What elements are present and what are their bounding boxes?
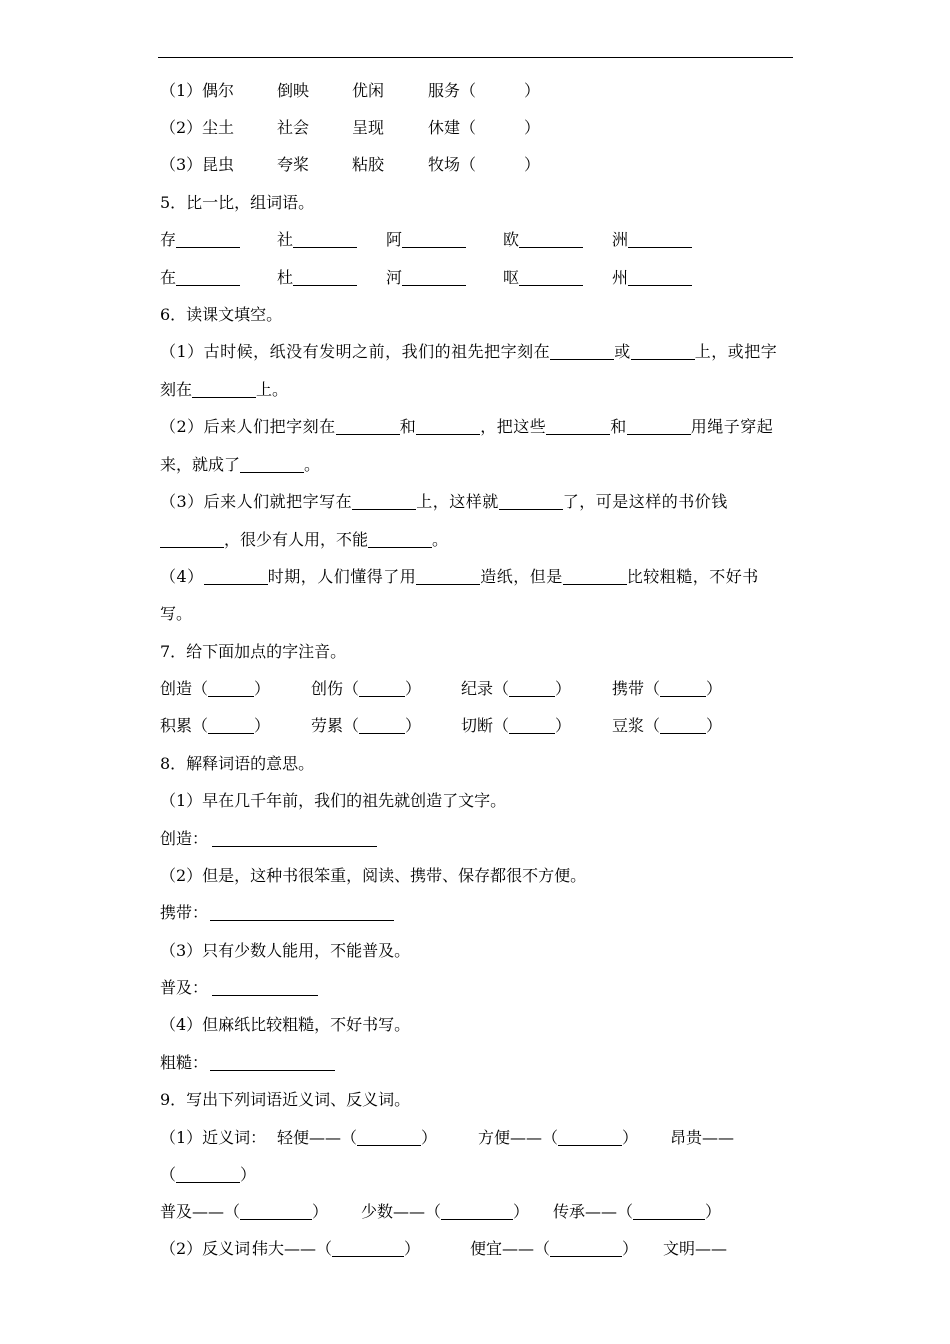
answer-blank[interactable] xyxy=(550,342,614,360)
q8-sentence-3: （3）只有少数人能用，不能普及。 xyxy=(160,941,411,960)
q6-title: 6．读课文填空。 xyxy=(160,305,283,324)
answer-blank[interactable] xyxy=(332,1239,404,1257)
char: 州 xyxy=(612,268,629,287)
word: 休建（ xyxy=(428,118,477,137)
answer-blank[interactable] xyxy=(633,1202,705,1220)
q6-p4-line2: 写。 xyxy=(160,604,193,623)
pinyin-blank[interactable] xyxy=(208,716,254,734)
answer-blank[interactable] xyxy=(176,268,240,286)
char: 河 xyxy=(386,268,403,287)
answer-line[interactable] xyxy=(210,1070,335,1071)
answer-blank[interactable] xyxy=(558,1128,622,1146)
pinyin-blank[interactable] xyxy=(660,716,706,734)
answer-blank[interactable] xyxy=(176,1165,240,1183)
bracket-close: ） xyxy=(524,118,541,137)
answer-blank[interactable] xyxy=(293,268,357,286)
word: 夸桨 xyxy=(277,155,310,174)
char: 阿 xyxy=(386,230,403,249)
q6-p3-line1: （3）后来人们就把字写在 上，这样就 了，可是这样的书价钱 xyxy=(160,492,728,511)
answer-blank[interactable] xyxy=(628,268,692,286)
char: 存 xyxy=(160,230,177,249)
answer-line[interactable] xyxy=(212,995,318,996)
q6-p1-line1: （1）古时候，纸没有发明之前，我们的祖先把字刻在 或 上，或把字 xyxy=(160,342,778,361)
answer-blank[interactable] xyxy=(368,530,432,548)
answer-blank[interactable] xyxy=(357,1128,421,1146)
q7-title: 7．给下面加点的字注音。 xyxy=(160,642,347,661)
answer-blank[interactable] xyxy=(336,417,400,435)
answer-blank[interactable] xyxy=(293,230,357,248)
answer-blank[interactable] xyxy=(176,230,240,248)
q8-sentence-2: （2）但是，这种书很笨重，阅读、携带、保存都很不方便。 xyxy=(160,866,587,885)
pinyin-blank[interactable] xyxy=(359,716,405,734)
answer-blank[interactable] xyxy=(563,567,627,585)
char: 杜 xyxy=(277,268,294,287)
char: 社 xyxy=(277,230,294,249)
answer-blank[interactable] xyxy=(204,567,268,585)
answer-blank[interactable] xyxy=(499,492,563,510)
word: 倒映 xyxy=(277,81,310,100)
item-number: （2） xyxy=(160,118,203,137)
char: 呕 xyxy=(503,268,520,287)
answer-blank[interactable] xyxy=(441,1202,513,1220)
word: 社会 xyxy=(277,118,310,137)
bracket-close: ） xyxy=(524,155,541,174)
answer-blank[interactable] xyxy=(240,1202,312,1220)
word: 牧场（ xyxy=(428,155,477,174)
answer-blank[interactable] xyxy=(402,268,466,286)
answer-blank[interactable] xyxy=(519,230,583,248)
q8-sentence-4: （4）但麻纸比较粗糙，不好书写。 xyxy=(160,1015,411,1034)
answer-blank[interactable] xyxy=(160,530,224,548)
q8-title: 8．解释词语的意思。 xyxy=(160,754,315,773)
answer-blank[interactable] xyxy=(631,342,695,360)
item-number: （1） xyxy=(160,81,203,100)
q8-sentence-1: （1）早在几千年前，我们的祖先就创造了文字。 xyxy=(160,791,507,810)
q6-p2-line1: （2）后来人们把字刻在 和 ，把这些 和 用绳子穿起 xyxy=(160,417,774,436)
answer-blank[interactable] xyxy=(519,268,583,286)
header-rule xyxy=(158,57,793,58)
answer-blank[interactable] xyxy=(627,417,691,435)
answer-blank[interactable] xyxy=(546,417,610,435)
bracket-close: ） xyxy=(524,81,541,100)
pinyin-blank[interactable] xyxy=(359,679,405,697)
q6-p1-line2: 刻在 上。 xyxy=(160,380,289,399)
answer-blank[interactable] xyxy=(402,230,466,248)
word: 偶尔 xyxy=(202,81,235,100)
answer-blank[interactable] xyxy=(550,1239,622,1257)
pinyin-blank[interactable] xyxy=(509,716,555,734)
pinyin-blank[interactable] xyxy=(509,679,555,697)
q6-p4-line1: （4） 时期，人们懂得了用 造纸，但是 比较粗糙，不好书 xyxy=(160,567,759,586)
q8-answer-3: 普及： xyxy=(160,975,208,1001)
q9-title: 9．写出下列词语近义词、反义词。 xyxy=(160,1090,411,1109)
answer-blank[interactable] xyxy=(628,230,692,248)
q5-title: 5．比一比，组词语。 xyxy=(160,193,315,212)
char: 在 xyxy=(160,268,177,287)
q6-p3-line2: ，很少有人用，不能 。 xyxy=(160,527,448,553)
q8-answer-2: 携带： xyxy=(160,900,208,926)
answer-blank[interactable] xyxy=(352,492,416,510)
word: 优闲 xyxy=(352,81,385,100)
q9-synonym-continuation: （ ） xyxy=(160,1165,257,1184)
char: 洲 xyxy=(612,230,629,249)
q6-p2-line2: 来，就成了 。 xyxy=(160,455,321,474)
answer-line[interactable] xyxy=(212,846,377,847)
pinyin-blank[interactable] xyxy=(208,679,254,697)
answer-line[interactable] xyxy=(210,920,394,921)
q8-answer-1: 创造： xyxy=(160,826,208,852)
answer-blank[interactable] xyxy=(416,417,480,435)
word: 呈现 xyxy=(352,118,385,137)
item-number: （3） xyxy=(160,155,203,174)
q8-answer-4: 粗糙： xyxy=(160,1050,208,1076)
answer-blank[interactable] xyxy=(240,455,304,473)
answer-blank[interactable] xyxy=(192,380,256,398)
word: 服务（ xyxy=(428,81,477,100)
word: 粘胶 xyxy=(352,155,385,174)
answer-blank[interactable] xyxy=(416,567,480,585)
pinyin-blank[interactable] xyxy=(660,679,706,697)
char: 欧 xyxy=(503,230,520,249)
word: 昆虫 xyxy=(202,155,235,174)
word: 尘土 xyxy=(202,118,235,137)
